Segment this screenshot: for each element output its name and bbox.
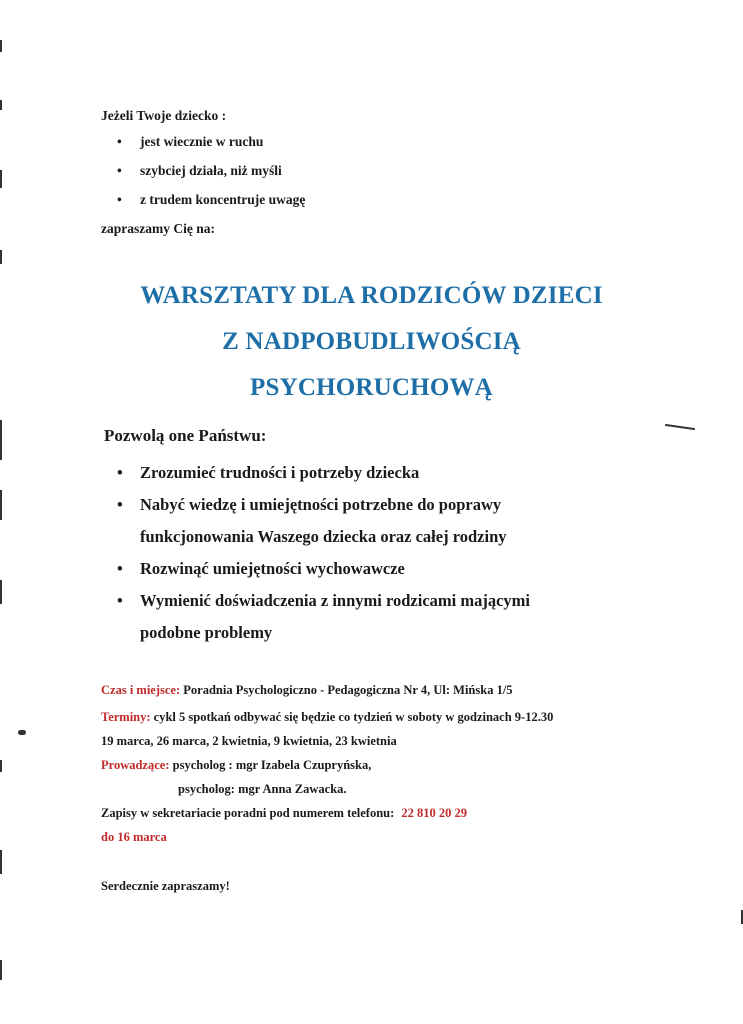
benefit-text: Wymienić doświadczenia z innymi rodzicami mającymi [140, 591, 530, 610]
scan-mark [0, 170, 2, 188]
time-place-value: Poradnia Psychologiczno - Pedagogiczna Nr 4, Ul: Mińska 1/5 [183, 683, 513, 697]
benefit-continuation: funkcjonowania Waszego dziecka oraz całej rodziny [140, 527, 507, 546]
list-item [117, 134, 305, 163]
benefit-continuation: podobne problemy [140, 623, 273, 642]
bullet-icon: • [117, 463, 123, 482]
intro-bullet-text: jest wiecznie w ruchu [140, 134, 264, 149]
dates-label: Terminy: [101, 710, 151, 724]
closing-text: Serdecznie zapraszamy! [101, 879, 230, 893]
scan-mark [0, 580, 2, 604]
bullet-icon: • [117, 559, 123, 578]
benefits-heading: Pozwolą one Państwu: [104, 426, 267, 445]
invite-text: zapraszamy Cię na: [101, 221, 215, 236]
scan-mark [0, 490, 2, 520]
bullet-icon: • [117, 591, 123, 610]
intro-lead: Jeżeli Twoje dziecko : [101, 108, 227, 123]
phone-number: 22 810 20 29 [401, 806, 468, 820]
signup-row [101, 806, 467, 821]
bullet-icon: • [117, 163, 122, 178]
scan-mark [0, 100, 2, 110]
time-place-label: Czas i miejsce: [101, 683, 181, 697]
list-item [117, 192, 305, 221]
scan-mark [0, 40, 2, 52]
list-item [117, 489, 530, 553]
deadline: do 16 marca [101, 830, 167, 844]
scan-mark [665, 424, 695, 430]
scan-mark [0, 420, 2, 460]
list-item [117, 553, 530, 585]
time-place-row [101, 683, 513, 698]
benefit-text: Zrozumieć trudności i potrzeby dziecka [140, 463, 420, 482]
benefit-text: Nabyć wiedzę i umiejętności potrzebne do poprawy [140, 495, 502, 514]
scan-mark [0, 850, 2, 874]
list-item [117, 457, 530, 489]
scan-mark [0, 250, 2, 264]
intro-bullet-text: szybciej działa, niż myśli [140, 163, 282, 178]
scan-mark [0, 960, 2, 980]
intro-bullet-list [117, 134, 305, 221]
title-line-2: Z NADPOBUDLIWOŚCIĄ [222, 328, 521, 355]
benefit-text: Rozwinąć umiejętności wychowawcze [140, 559, 405, 578]
scan-mark [0, 760, 2, 772]
host-2: psycholog: mgr Anna Zawacka. [178, 782, 347, 796]
scan-mark [18, 730, 26, 735]
intro-bullet-text: z trudem koncentruje uwagę [140, 192, 306, 207]
bullet-icon: • [117, 192, 122, 207]
dates-value: cykl 5 spotkań odbywać się będzie co tydzień w soboty w godzinach 9-12.30 [153, 710, 554, 724]
benefits-list [117, 457, 530, 649]
title-line-1: WARSZTATY DLA RODZICÓW DZIECI [140, 282, 603, 309]
bullet-icon: • [117, 134, 122, 149]
hosts-label: Prowadzące: [101, 758, 170, 772]
bullet-icon: • [117, 495, 123, 514]
list-item [117, 163, 305, 192]
title-line-3: PSYCHORUCHOWĄ [250, 374, 493, 401]
list-item [117, 585, 530, 649]
dates-row [101, 710, 553, 725]
host-1: psycholog : mgr Izabela Czupryńska, [172, 758, 372, 772]
hosts-row [101, 758, 371, 773]
signup-text: Zapisy w sekretariacie poradni pod numerem telefonu: [101, 806, 395, 820]
dates-list: 19 marca, 26 marca, 2 kwietnia, 9 kwietnia, 23 kwietnia [101, 734, 397, 748]
